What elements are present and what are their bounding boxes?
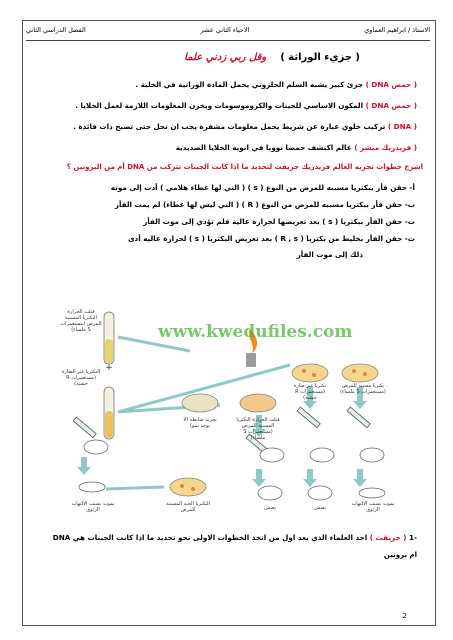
label-dies-1: يموت بسبب الالتهاب الرئوي	[71, 501, 115, 513]
mouse-icon	[360, 448, 384, 462]
petri-dish-result-icon	[170, 478, 206, 496]
definition-term: ( حمض DNA )	[365, 80, 417, 89]
definition-4	[176, 143, 417, 152]
bottom-text: احد العلماء الذي يعد اول من اتخذ الخطوات الاولى نحو تحديد ما اذا كانت الجينات هي DNA	[52, 533, 368, 542]
label-lives-1: يعيش	[264, 505, 276, 511]
definition-3	[73, 122, 417, 131]
definition-text: تركيب خلوي عبارة عن شريط يحمل معلومات مشفرة يجب ان تحل حتى تصبح ذات فائدة .	[73, 122, 386, 131]
step-d-cont: ذلك إلى موت الفأر	[296, 250, 363, 259]
question-heading: اشرح خطوات تجربه العالم فريدريك جريفث لتحديد ما اذا كانت الجينات تتركب من DNA أم من البروتين ؟	[66, 163, 423, 171]
dead-mouse-icon	[79, 482, 105, 492]
test-tube-r-icon	[104, 387, 114, 439]
label-bact-culture: البكتريا الحية المسببة للمرض	[166, 501, 210, 513]
petri-dish-harmless-icon	[292, 364, 328, 382]
live-mouse-icon	[308, 486, 332, 500]
bottom-term: ( جريفث )	[369, 533, 407, 542]
petri-dish-pathogenic-icon	[342, 364, 378, 382]
definition-term: ( DNA )	[387, 122, 417, 131]
step-d: ث- حقن الفأر بخليط من بكتريا ( R , s ) بعد تعريض البكتريا ( s ) لحرارة عاليه أدى	[127, 234, 415, 243]
label-pathogenic: بكتريا مسببة للمرض (مستعمرات S ملساء)	[340, 383, 386, 395]
petri-dish-control-icon	[182, 394, 218, 412]
page-header	[26, 26, 430, 40]
definition-term: ( فريدريك ميشر )	[354, 143, 417, 152]
definition-text: المكون الاساسي للجينات والكروموسومات ويخزن المعلومات اللازمة لعمل الخلايا .	[75, 101, 364, 110]
header-divider	[26, 40, 430, 41]
definition-2	[75, 101, 417, 110]
syringe-icon	[297, 407, 320, 428]
definition-text: جزئ كبير يشبه السلم الحلزوني يحمل المادة الوراثية في الخلية .	[135, 80, 364, 89]
mouse-icon	[260, 448, 284, 462]
label-dies-2: يموت بسبب الالتهاب الرئوي	[351, 501, 395, 513]
step-b: ب- حقن فأر ببكتريا مسببه للمرض من النوع ( R ) ( التي ليس لها غطاء) لم يمت الفأر	[114, 200, 415, 209]
header-subject: الاحياء الثاني عشر	[200, 26, 250, 34]
definition-1	[135, 80, 417, 89]
mouse-icon	[310, 448, 334, 462]
label-tube-s: قتلت الحرارة البكتريا المسببة للمرض (مستعمرات S ملساء)	[60, 309, 102, 333]
title-main: ( جزيء الوراثة )	[280, 52, 360, 63]
header-term: الفصل الدراسي الثاني	[26, 26, 86, 34]
label-lives-2: يعيش	[314, 505, 326, 511]
petri-dish-heat-icon	[240, 394, 276, 412]
step-c: ت- حقن الفأر ببكتريا ( s ) بعد تعريضها لحرارة عالية فلم تؤدي إلى موت الفأر	[143, 217, 415, 226]
title-prayer: وقل ربي زدني علما	[184, 52, 267, 63]
bottom-num: -1	[409, 533, 417, 542]
label-heat-killed: قتلت الحرارة البكتريا المسببة للمرض (مستعمرات S ملساء)	[236, 417, 280, 441]
definition-text: عالم اكتشف حمضا نوويا في انويه الخلايا الصديدية	[175, 143, 352, 152]
plus-sign: +	[105, 363, 113, 373]
label-tube-r: البكتريا غير الضارة (مستعمرات R خشنة)	[61, 369, 101, 387]
label-control: تجربة ضابطة (لا يوجد نمو)	[183, 417, 217, 429]
test-tube-s-icon	[104, 312, 114, 364]
page-title	[60, 52, 360, 68]
watermark: www.kwedufiles.com	[158, 322, 353, 342]
syringe-icon	[347, 407, 370, 428]
mouse-icon	[84, 440, 108, 454]
live-mouse-icon	[258, 486, 282, 500]
header-teacher: الاستاذ / ابراهيم العماوي	[364, 26, 430, 34]
label-harmless: بكتريا غير ضارة (مستعمرات R خشنة)	[293, 383, 327, 401]
bottom-question	[53, 533, 417, 542]
definition-term: ( حمض DNA )	[365, 101, 417, 110]
bottom-question-cont: ام بروتين	[383, 551, 417, 559]
step-a: أ- حقن فأر ببكتريا مسببه للمرض من النوع ( s ) ( التي لها غطاء هلامي ) أدت إلى موته	[110, 183, 415, 192]
syringe-icon	[73, 417, 96, 438]
dead-mouse-icon	[359, 488, 385, 498]
page-number: 2	[402, 612, 407, 620]
